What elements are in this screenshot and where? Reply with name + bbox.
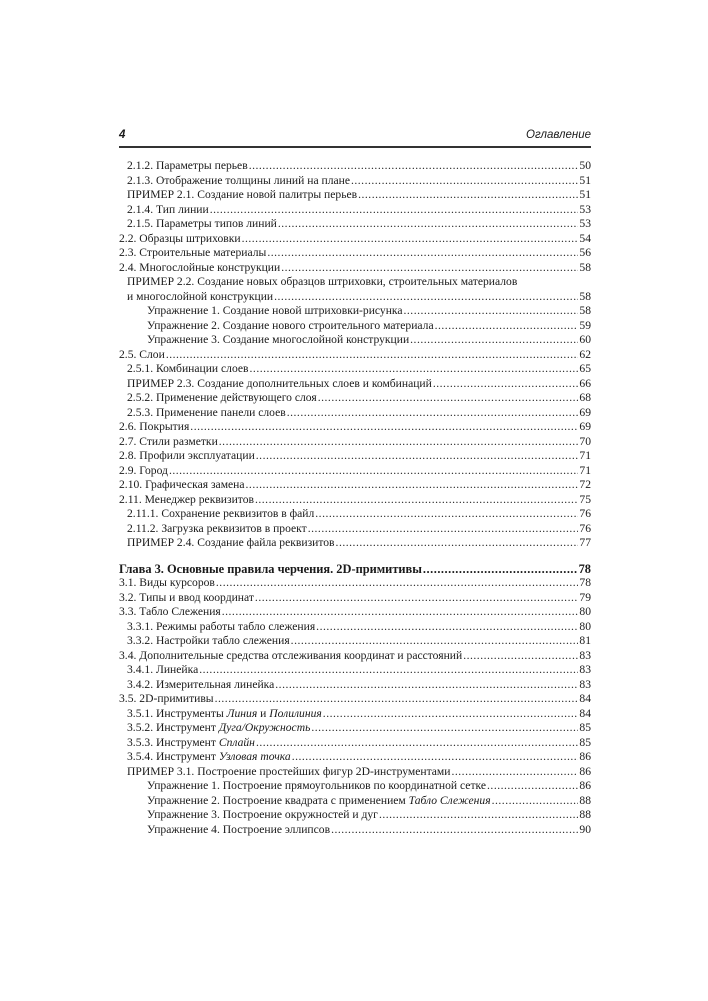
toc-entry-title (127, 406, 286, 421)
toc-entry (119, 707, 591, 722)
toc-entry (119, 275, 591, 290)
toc-entry-title-part: ПРИМЕР 2.1. Создание новой палитры перьев (127, 188, 358, 201)
toc-entry-title-part: Упражнение 1. Создание новой штриховки-рисунка (147, 304, 403, 317)
toc-entry (119, 634, 591, 649)
toc-entry-title (119, 478, 245, 493)
dot-leader (274, 290, 578, 305)
toc-entry-title (127, 750, 291, 765)
toc-entry-title-part: 3.2. Типы и ввод координат (119, 590, 254, 604)
toc-entry-title-part: Упражнение 3. Создание многослойной конструкции (147, 333, 410, 346)
dot-leader (358, 188, 578, 203)
toc-page-number: 83 (579, 648, 591, 662)
toc-entry-title-part: 2.3. Строительные материалы (119, 246, 267, 259)
toc-entry (119, 188, 591, 203)
toc-page-number: 50 (579, 159, 591, 172)
toc-entry-title-part: 2.1.3. Отображение толщины линий на плане (127, 173, 350, 187)
toc-entry (119, 464, 591, 479)
page-number: 4 (119, 129, 126, 141)
toc-entry (119, 391, 591, 406)
toc-entry (119, 420, 591, 435)
toc-entry-title-part: 3.3.1. Режимы работы табло слежения (127, 619, 316, 633)
running-title: Оглавление (526, 129, 591, 141)
toc-entry-title-italic: Сплайн (218, 735, 255, 749)
toc-entry (119, 348, 591, 363)
toc-entry (119, 203, 591, 218)
toc-entry-title-part: ПРИМЕР 2.2. Создание новых образцов штриховки, строительных материалов (127, 275, 518, 288)
toc-page-number: 84 (579, 692, 591, 705)
toc-entry-title-italic: Табло Слежения (408, 793, 491, 807)
toc-entry (119, 159, 591, 174)
dot-leader (216, 576, 579, 591)
toc-entry-title (127, 678, 274, 693)
toc-entry-title (127, 391, 317, 406)
toc-entry (119, 808, 591, 823)
toc-entry-title (127, 765, 450, 780)
toc-entry-title (127, 217, 277, 232)
toc-entry-title-part: 3.1. Виды курсоров (119, 576, 215, 589)
toc-entry-title-part: 2.11.2. Загрузка реквизитов в проект (127, 521, 307, 535)
toc-entry-title (147, 808, 378, 823)
toc-entry (119, 449, 591, 464)
toc-entry-title-part: 2.5. Слои (119, 347, 165, 361)
dot-leader (278, 217, 579, 232)
toc-entry (119, 246, 591, 261)
toc-entry-title (127, 663, 198, 678)
toc-entry-title (127, 536, 335, 551)
toc-entry (119, 290, 591, 305)
toc-page-number: 88 (579, 793, 591, 807)
toc-page-number: 76 (579, 521, 591, 535)
toc-entry-title (147, 333, 409, 348)
toc-entry-title-part: 3.3. Табло Слежения (119, 605, 221, 618)
dot-leader (492, 794, 579, 809)
toc-entry (119, 779, 591, 794)
toc-entry (119, 319, 591, 334)
toc-entry (119, 620, 591, 635)
dot-leader (404, 304, 579, 319)
toc-page-number: 53 (579, 202, 591, 216)
toc-entry (119, 663, 591, 678)
dot-leader (267, 246, 578, 261)
toc-entry (119, 750, 591, 765)
toc-entry-title-part: 3.4.2. Измерительная линейка (127, 677, 275, 691)
toc-entry-title (127, 159, 248, 174)
dot-leader (166, 348, 579, 363)
dot-leader (255, 591, 578, 606)
dot-leader (255, 493, 578, 508)
toc-entry-title-part: 2.5.1. Комбинации слоев (127, 362, 249, 375)
toc-entry (119, 493, 591, 508)
dot-leader (423, 562, 578, 577)
toc-page-number: 80 (579, 619, 591, 633)
toc-page-number: 71 (579, 463, 591, 477)
toc-entry-title (119, 261, 280, 276)
toc-entry-title (119, 449, 255, 464)
dot-leader (451, 765, 578, 780)
toc-entry (119, 435, 591, 450)
toc-entry (119, 536, 591, 551)
toc-page-number: 69 (579, 420, 591, 433)
toc-entry (119, 478, 591, 493)
toc-entry (119, 304, 591, 319)
toc-page-number: 81 (579, 634, 591, 647)
toc-entry-title-part: Упражнение 2. Создание нового строительного материала (147, 318, 434, 332)
toc-entry (119, 406, 591, 421)
toc-entry-title (147, 794, 491, 809)
toc-entry-title (119, 420, 189, 435)
toc-entry (119, 333, 591, 348)
dot-leader (242, 232, 579, 247)
toc-page-number: 72 (579, 478, 591, 491)
toc-entry (119, 377, 591, 392)
toc-entry-title-part: ПРИМЕР 3.1. Построение простейших фигур 2D-инструментами (127, 764, 451, 778)
dot-leader (222, 605, 579, 620)
toc-page-number: 54 (579, 231, 591, 245)
toc-entry-title-part: 2.10. Графическая замена (119, 478, 245, 491)
dot-leader (215, 692, 579, 707)
toc-entry-title-part: 2.7. Стили разметки (119, 434, 218, 448)
toc-entry-title-part: 3.5.4. Инструмент (127, 750, 219, 763)
table-of-contents (119, 159, 591, 837)
toc-entry (119, 522, 591, 537)
toc-entry-title (127, 174, 350, 189)
toc-entry-title (119, 649, 462, 664)
dot-leader (210, 203, 579, 218)
toc-entry-title (127, 362, 249, 377)
toc-page-number: 84 (579, 706, 591, 720)
toc-entry (119, 692, 591, 707)
toc-entry-title (119, 464, 168, 479)
toc-entry-title (119, 576, 215, 591)
dot-leader (291, 634, 579, 649)
toc-page-number: 70 (579, 434, 591, 448)
toc-entry-title-part: 2.8. Профили эксплуатации (119, 449, 255, 462)
toc-page-number: 66 (579, 376, 591, 390)
toc-entry-title (147, 319, 434, 334)
toc-entry (119, 217, 591, 232)
dot-leader (281, 261, 578, 276)
toc-page-number: 71 (579, 449, 591, 462)
dot-leader (292, 750, 579, 765)
header-rule (119, 146, 591, 148)
toc-page-number: 86 (579, 750, 591, 763)
toc-entry (119, 678, 591, 693)
toc-entry-title (127, 377, 432, 392)
toc-entry-title (119, 562, 422, 577)
toc-page-number: 83 (579, 663, 591, 676)
toc-page-number: 83 (579, 677, 591, 691)
toc-entry (119, 174, 591, 189)
toc-entry (119, 507, 591, 522)
toc-entry-title-part: Глава 3. Основные правила черчения. 2D-примитивы (119, 561, 422, 576)
toc-entry-title-part: 3.5.2. Инструмент (127, 721, 219, 734)
toc-entry (119, 736, 591, 751)
dot-leader (410, 333, 578, 348)
toc-page-number: 51 (579, 188, 591, 201)
dot-leader (487, 779, 578, 794)
toc-page-number: 78 (579, 576, 591, 589)
toc-entry-title (127, 721, 310, 736)
toc-entry-title-part: 3.3.2. Настройки табло слежения (127, 634, 290, 647)
toc-entry-title-part: 3.5.3. Инструмент (127, 735, 219, 749)
toc-entry-title-italic: Линия (226, 706, 258, 720)
toc-page-number: 56 (579, 246, 591, 259)
toc-entry-title-part: 2.11.1. Сохранение реквизитов в файл (127, 507, 315, 520)
toc-entry-title (119, 692, 214, 707)
toc-entry (119, 605, 591, 620)
toc-entry-title (119, 591, 254, 606)
toc-page-number: 86 (579, 779, 591, 792)
dot-leader (250, 362, 579, 377)
toc-entry-title (127, 522, 307, 537)
toc-entry-title-part: 3.4. Дополнительные средства отслеживания координат и расстояний (119, 648, 463, 662)
toc-entry-title-part: 2.5.2. Применение действующего слоя (127, 391, 317, 404)
toc-entry-title-italic: Дуга/Окружность (218, 721, 311, 734)
toc-entry-title-part: 2.1.4. Тип линии (127, 202, 209, 216)
toc-page-number: 58 (579, 304, 591, 317)
toc-entry-title-part: и многослойной конструкции (127, 289, 274, 303)
dot-leader (433, 377, 579, 392)
toc-page-number: 88 (579, 808, 591, 821)
toc-entry-title-part: Упражнение 3. Построение окружностей и дуг (147, 808, 378, 821)
dot-leader (169, 464, 578, 479)
toc-entry-title (119, 493, 254, 508)
toc-page-number: 90 (579, 822, 591, 836)
toc-page-number: 59 (579, 318, 591, 332)
toc-entry (119, 794, 591, 809)
toc-entry-title (127, 290, 273, 305)
dot-leader (190, 420, 578, 435)
dot-leader (246, 478, 579, 493)
toc-entry-title-part: 3.5.1. Инструменты (127, 706, 227, 720)
toc-entry-title-part: 2.5.3. Применение панели слоев (127, 405, 286, 419)
toc-entry (119, 362, 591, 377)
toc-page-number: 60 (579, 333, 591, 346)
toc-entry-title (127, 620, 315, 635)
toc-entry-title-italic: Узловая точка (218, 750, 291, 763)
toc-entry-title-part: 2.2. Образцы штриховки (119, 231, 241, 245)
toc-entry-title-part: 2.1.5. Параметры типов линий (127, 217, 277, 230)
dot-leader (199, 663, 578, 678)
toc-entry-title (127, 507, 314, 522)
dot-leader (351, 174, 578, 189)
toc-entry-title-part: ПРИМЕР 2.3. Создание дополнительных слоев и комбинаций (127, 376, 432, 390)
toc-entry-title (127, 275, 517, 290)
toc-entry-title (127, 203, 209, 218)
toc-page-number: 85 (579, 721, 591, 734)
toc-entry (119, 823, 591, 838)
toc-page-number: 79 (579, 590, 591, 604)
toc-page-number: 58 (579, 289, 591, 303)
toc-entry-title-italic: Полилиния (269, 706, 322, 720)
toc-entry-title-part: Упражнение 4. Построение эллипсов (147, 822, 331, 836)
toc-entry-title-part: Упражнение 2. Построение квадрата с применением (147, 793, 409, 807)
toc-entry-title (119, 232, 241, 247)
toc-page-number: 62 (579, 347, 591, 361)
toc-page-number: 80 (579, 605, 591, 618)
toc-page-number: 77 (579, 536, 591, 549)
toc-entry (119, 232, 591, 247)
dot-leader (323, 707, 579, 722)
toc-entry-title-part: 3.5. 2D-примитивы (119, 692, 214, 705)
dot-leader (311, 721, 578, 736)
toc-entry-title (147, 779, 486, 794)
toc-page-number: 68 (579, 391, 591, 404)
dot-leader (249, 159, 579, 174)
toc-page-number: 75 (579, 492, 591, 506)
dot-leader (308, 522, 579, 537)
toc-entry-title (119, 435, 218, 450)
dot-leader (256, 736, 578, 751)
toc-entry-title (127, 188, 357, 203)
toc-entry-title (147, 823, 330, 838)
dot-leader (435, 319, 579, 334)
toc-entry (119, 649, 591, 664)
dot-leader (316, 620, 578, 635)
toc-entry-title (127, 634, 290, 649)
toc-entry-title (119, 348, 165, 363)
toc-entry-title-part: ПРИМЕР 2.4. Создание файла реквизитов (127, 536, 335, 549)
dot-leader (463, 649, 578, 664)
running-header (119, 128, 591, 144)
toc-page-number: 69 (579, 405, 591, 419)
dot-leader (379, 808, 578, 823)
toc-entry-title (119, 246, 266, 261)
dot-leader (275, 678, 578, 693)
toc-page-number: 51 (579, 173, 591, 187)
toc-entry (119, 591, 591, 606)
toc-entry (119, 261, 591, 276)
toc-page-number: 78 (578, 561, 591, 576)
dot-leader (219, 435, 579, 450)
toc-entry-title-part: и (257, 706, 270, 720)
dot-leader (315, 507, 578, 522)
toc-entry (119, 576, 591, 591)
toc-entry-title (127, 736, 255, 751)
dot-leader (318, 391, 579, 406)
toc-page-number: 65 (579, 362, 591, 375)
toc-page-number: 58 (579, 260, 591, 274)
toc-chapter-entry (119, 562, 591, 577)
toc-entry (119, 721, 591, 736)
dot-leader (287, 406, 579, 421)
toc-entry-title-part: 3.4.1. Линейка (127, 663, 199, 676)
toc-entry-title-part: 2.9. Город (119, 463, 168, 477)
toc-page-number: 85 (579, 735, 591, 749)
toc-entry-title (147, 304, 403, 319)
toc-entry-title-part: 2.11. Менеджер реквизитов (119, 492, 254, 506)
toc-page-number: 86 (579, 764, 591, 778)
dot-leader (256, 449, 579, 464)
toc-page-number: 76 (579, 507, 591, 520)
toc-entry-title (119, 605, 221, 620)
toc-entry-title-part: 2.6. Покрытия (119, 420, 190, 433)
dot-leader (336, 536, 579, 551)
toc-entry (119, 765, 591, 780)
toc-entry-title-part: 2.4. Многослойные конструкции (119, 260, 281, 274)
toc-entry-title-part: 2.1.2. Параметры перьев (127, 159, 248, 172)
toc-entry-title-part: Упражнение 1. Построение прямоугольников по координатной сетке (147, 779, 487, 792)
toc-entry-title (127, 707, 322, 722)
dot-leader (331, 823, 578, 838)
toc-page-number: 53 (579, 217, 591, 230)
